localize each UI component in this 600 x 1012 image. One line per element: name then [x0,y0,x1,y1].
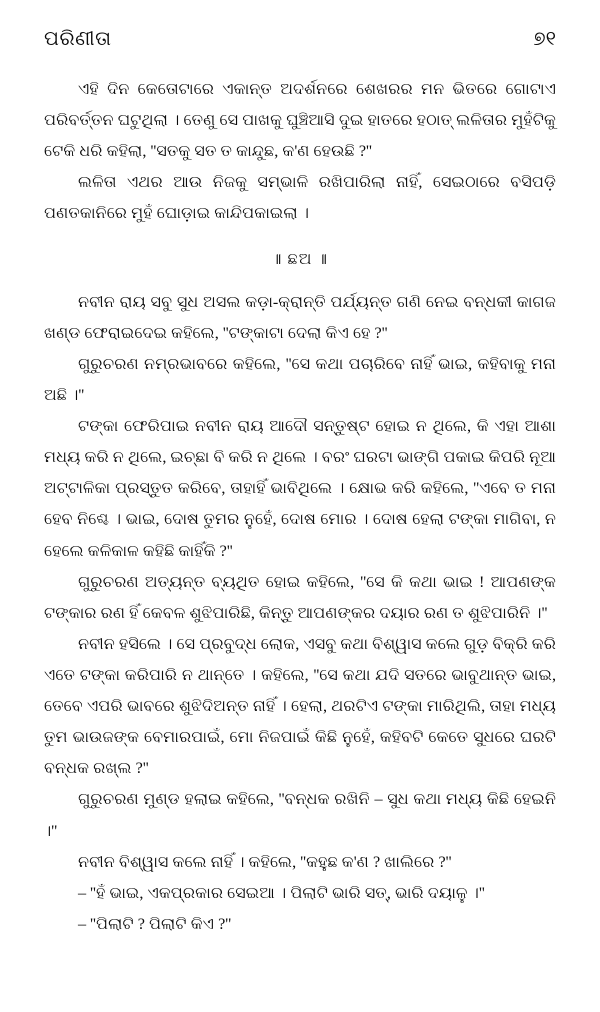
paragraph: ଏହି ଦିନ କେତୋଟାରେ ଏକାନ୍ତ ଅଦର୍ଶନରେ ଶେଖରର ମନ ଭିତରେ ଗୋଟାଏ ପରିବର୍ତ୍ତନ ଘଟୁଥିଲା । ତେଣୁ ସେ ପାଖକୁ ଘୁଞ୍ଚିଆସି ଦୁଇ ହାତରେ ହଠାତ୍ ଲଳିତାର ମୁହଁଟିକୁ ଟେକି ଧରି କହିଲା, ''ସତକୁ ସତ ତ କାନ୍ଦୁଛ, କ'ଣ ହେଉଛି ?'' [44,80,556,161]
paragraph: ନବୀନ ବିଶ୍ୱାସ କଲେ ନାହିଁ । କହିଲେ, ''କହୁଛ କ'ଣ ? ଖାଲିରେ ?'' [78,852,452,871]
page-header [44,26,556,52]
paragraph: ଗୁରୁଚରଣ ଅତ୍ୟନ୍ତ ବ୍ୟଥିତ ହୋଇ କହିଲେ, ''ସେ କି କଥା ଭାଇ ! ଆପଣଙ୍କ ଟଙ୍କାର ରଣ ହିଁ କେବଳ ଶୁଝିପାରିଛି, କିନ୍ତୁ ଆପଣଙ୍କର ଦୟାର ରଣ ତ ଶୁଝିପାରିନି ।'' [44,572,556,622]
paragraph: ଗୁରୁଚରଣ ନମ୍ରଭାବରେ କହିଲେ, ''ସେ କଥା ପଚାରିବେ ନାହିଁ ଭାଇ, କହିବାକୁ ମନା ଅଛି ।'' [44,354,556,404]
paragraph: ନବୀନ ହସିଲେ । ସେ ପ୍ରବୁଦ୍ଧ ଲୋକ, ଏସବୁ କଥା ବିଶ୍ୱାସ କଲେ ଗୁଡ଼ ବିକ୍ରି କରି ଏତେ ଟଙ୍କା କରିପାରି ନ ଥାନ୍ତେ । କହିଲେ, ''ସେ କଥା ଯଦି ସତରେ ଭାବୁଥାନ୍ତ ଭାଇ, ତେବେ ଏପରି ଭାବରେ ଶୁଝିଦିଅନ୍ତ ନାହିଁ । ହେଲା, ଥରଟିଏ ଟଙ୍କା ମାରିଥିଲି, ତାହା ମଧ୍ୟ ତୁମ ଭାଉଜଙ୍କ ବେମାରପାଇଁ, ମୋ ନିଜପାଇଁ କିଛି ନୁହେଁ, କହିବଟି କେତେ ସୁଧରେ ଘରଟି ବନ୍ଧକ ରଖ୍ଲ ?'' [44,634,556,778]
section-divider: ॥ ଛଅ ॥ [271,249,329,268]
page-number: ୭୧ [533,28,556,50]
paragraph: ଲଳିତା ଏଥର ଆଉ ନିଜକୁ ସମ୍ଭାଳି ରଖିପାରିଲା ନାହିଁ, ସେଇଠାରେ ବସିପଡ଼ି ପଣତକାନିରେ ମୁହଁ ଘୋଡ଼ାଇ କାନ୍ଦିପକାଇଲା । [44,173,556,223]
dialogue-line: – ''ହଁ ଭାଇ, ଏକପ୍ରକାର ସେଇଆ । ପିଲାଟି ଭାରି ସତ୍, ଭାରି ଦୟାଳୁ ।'' [78,883,485,902]
dialogue-line: – ''ପିଲାଟି ? ପିଲାଟି କିଏ ?'' [78,914,232,933]
page-body [44,74,556,940]
paragraph: ଟଙ୍କା ଫେରିପାଇ ନବୀନ ରାୟ ଆଦୌ ସନ୍ତୁଷ୍ଟ ହୋଇ ନ ଥିଲେ, କି ଏହା ଆଶା ମଧ୍ୟ କରି ନ ଥିଲେ, ଇଚ୍ଛା ବି କରି ନ ଥିଲେ । ବରଂ ଘରଟା ଭାଙ୍ଗି ପକାଇ କିପରି ନୂଆ ଅଟ୍ଟାଳିକା ପ୍ରସ୍ତୁତ କରିବେ, ତାହାହିଁ ଭାବିଥିଲେ । କ୍ଷୋଭ କରି କହିଲେ, ''ଏବେ ତ ମନା ହେବ ନିଶ୍ଚେ । ଭାଇ, ଦୋଷ ତୁମର ନୁହେଁ, ଦୋଷ ମୋର । ଦୋଷ ହେଲା ଟଙ୍କା ମାଗିବା, ନ ହେଲେ କଳିକାଳ କହିଛି କାହିଁକି ?'' [44,417,556,560]
book-title: ପରିଣୀତା [44,28,112,50]
paragraph: ଗୁରୁଚରଣ ମୁଣ୍ଡ ହଲାଇ କହିଲେ, ''ବନ୍ଧକ ରଖିନି – ସୁଧ କଥା ମଧ୍ୟ କିଛି ହେଇନି ।'' [44,790,556,840]
paragraph: ନବୀନ ରାୟ ସବୁ ସୁଧ ଅସଲ କଡ଼ା-କ୍ରାନ୍ତି ପର୍ଯ୍ୟନ୍ତ ଗଣି ନେଇ ବନ୍ଧକୀ କାଗଜ ଖଣ୍ଡ ଫେରାଇଦେଇ କହିଲେ, ''ଟଙ୍କାଟା ଦେଲା କିଏ ହେ ?'' [44,292,556,342]
